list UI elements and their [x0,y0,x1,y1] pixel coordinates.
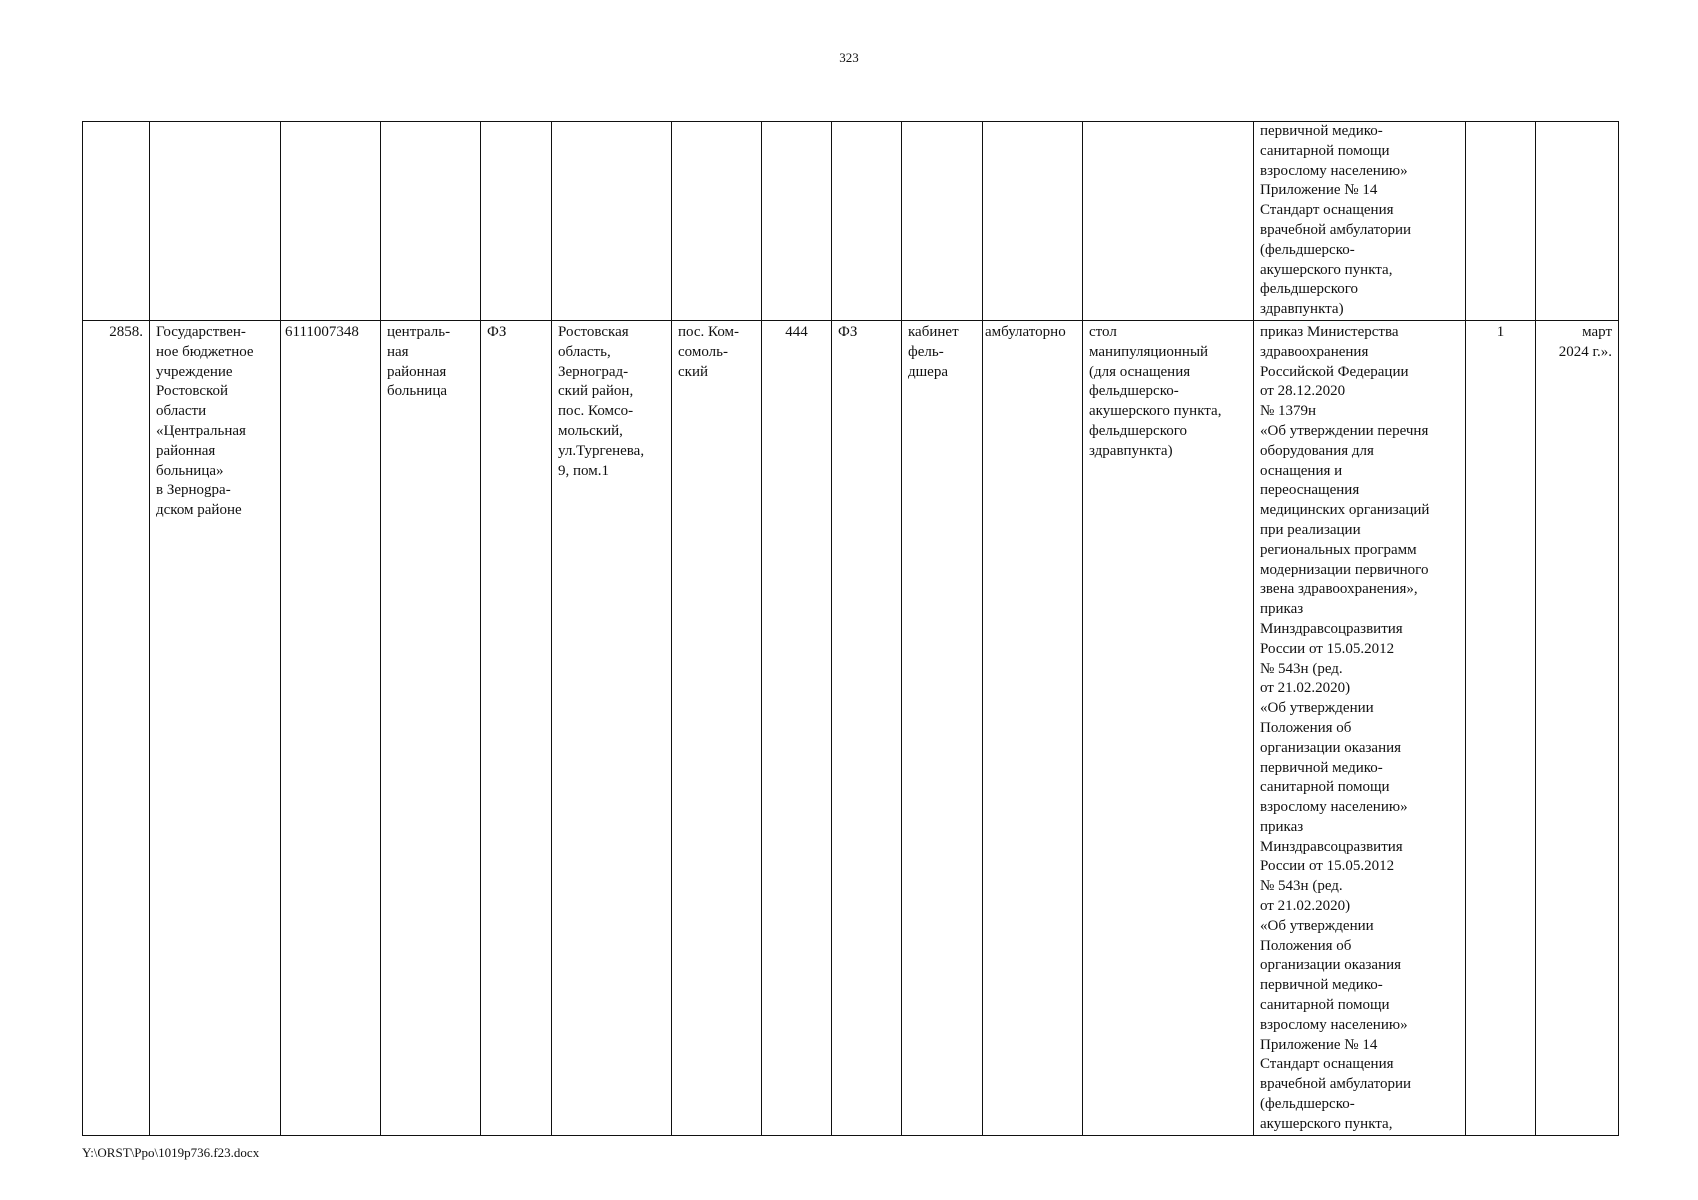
cell-date: март 2024 г.». [1536,320,1619,1135]
cell-address: Ростовская область, Зерноград- ский район, пос. Комсо- мольский, ул.Тургенева, 9, пом.1 [552,320,672,1135]
table-row-record [83,320,1619,1135]
cell-empty [281,122,381,321]
cell-empty [1083,122,1254,321]
cell-empty [902,122,983,321]
equipment-table [82,121,1619,1136]
cell-empty [1466,122,1536,321]
cell-record-number: 2858. [83,320,150,1135]
file-path-footer: Y:\ORST\Ppo\1019p736.f23.docx [82,1145,260,1160]
cell-empty [150,122,281,321]
cell-equipment: стол манипуляционный (для оснащения фельдшерско- акушерского пункта, фельдшерского здравпункта) [1083,320,1254,1135]
cell-empty [381,122,481,321]
cell-quantity: 1 [1466,320,1536,1135]
cell-empty [832,122,902,321]
cell-empty [83,122,150,321]
cell-empty [762,122,832,321]
cell-organization: Государствен- ное бюджетное учреждение Ростовской области «Центральная районная больница» в Зернogра- дском районе [150,320,281,1135]
table-row-continuation [83,122,1619,321]
cell-org-type: централь- ная районная больница [381,320,481,1135]
cell-unit-type: ФЗ [481,320,552,1135]
cell-room: кабинет фель- дшера [902,320,983,1135]
cell-care-type: амбулаторно [983,320,1083,1135]
cell-standard-continuation: первичной медико- санитарной помощи взрослому населению» Приложение № 14 Стандарт оснащения врачебной амбулатории (фельдшерско- акушерского пункта, фельдшерского здравпункта) [1254,122,1466,321]
page-number: 323 [839,50,859,65]
cell-empty [1536,122,1619,321]
cell-empty [983,122,1083,321]
cell-legal-basis: приказ Министерства здравоохранения Российской Федерации от 28.12.2020 № 1379н «Об утверждении перечня оборудования для оснащения и переоснащения медицинских организаций при реализации региональных программ модернизации первичного звена здравоохранения», приказ Минздравсоцразвития России от 15.05.2012 № 543н (ред. от 21.02.2020) «Об утверждении Положения об организации оказания первичной медико- санитарной помощи взрослому населению» приказ Минздравсоцразвития России от 15.05.2012 № 543н (ред. от 21.02.2020) «Об утверждении Положения об организации оказания первичной медико- санитарной помощи взрослому населению» Приложение № 14 Стандарт оснащения врачебной амбулатории (фельдшерско- акушерского пункта, [1254,320,1466,1135]
cell-empty [552,122,672,321]
cell-settlement: пос. Ком- сомоль- ский [672,320,762,1135]
cell-empty [481,122,552,321]
cell-unit-code: ФЗ [832,320,902,1135]
cell-population: 444 [762,320,832,1135]
cell-empty [672,122,762,321]
cell-inn: 6111007348 [281,320,381,1135]
